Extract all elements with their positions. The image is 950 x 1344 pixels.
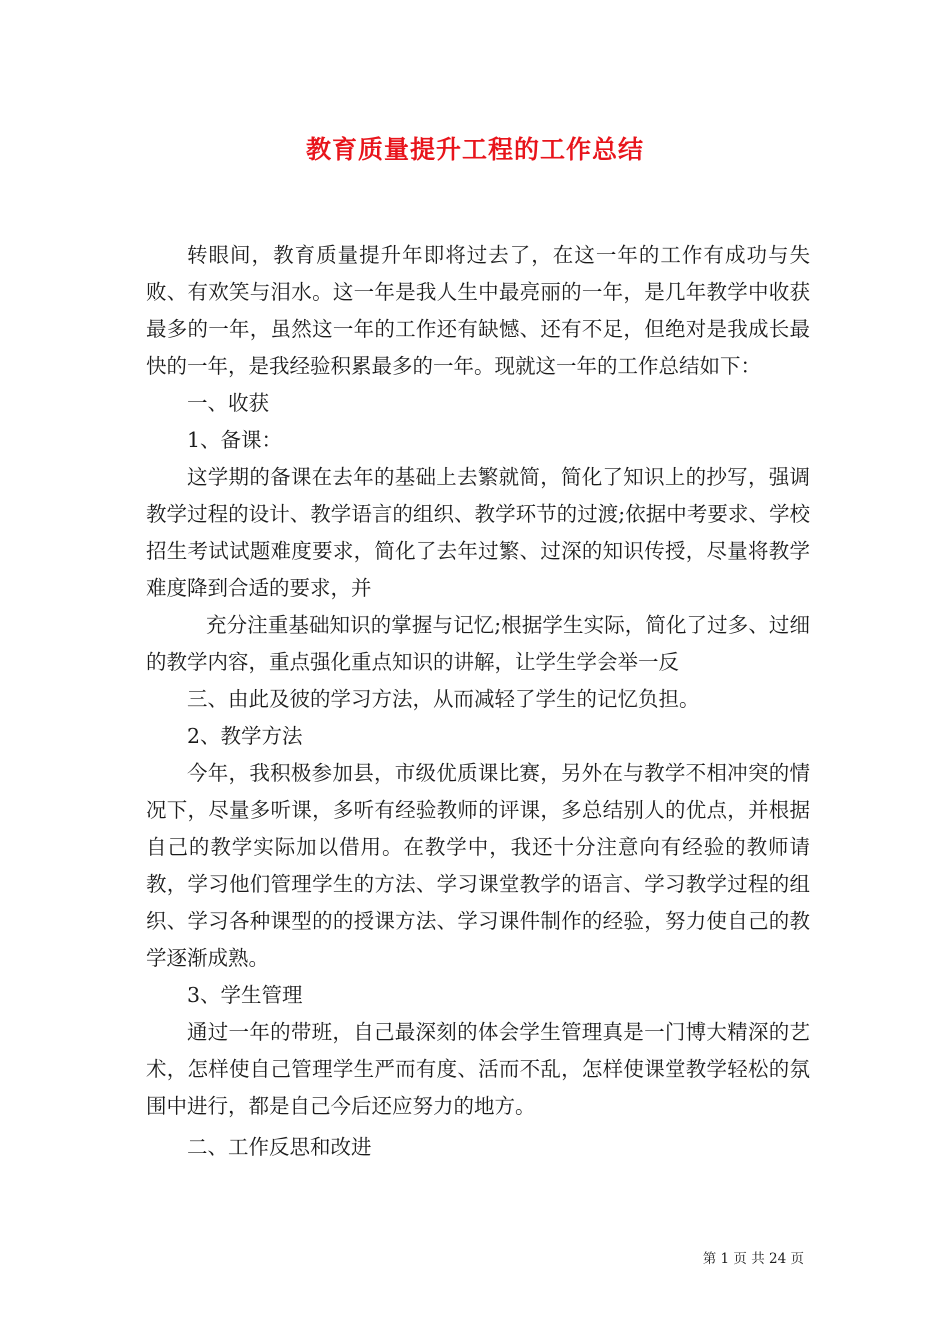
section-heading-reflection: 二、工作反思和改进 [187, 1135, 372, 1159]
teaching-method-paragraph: 今年，我积极参加县，市级优质课比赛，另外在与教学不相冲突的情况下，尽量多听课，多听有经验教师的评课，多总结别人的优点，并根据自己的教学实际加以借用。在教学中，我还十分注意向有经验的教师请教，学习他们管理学生的方法、学习课堂教学的语言、学习教学过程的组织、学习各种课型的的授课方法、学习课件制作的经验，努力使自己的教学逐渐成熟。 [146, 761, 810, 970]
lesson-prep-paragraph: 这学期的备课在去年的基础上去繁就简，简化了知识上的抄写，强调教学过程的设计、教学语言的组织、教学环节的过渡;依据中考要求、学校招生考试试题难度要求，简化了去年过繁、过深的知识传授，尽量将教学难度降到合适的要求，并 [146, 465, 810, 600]
intro-paragraph: 转眼间，教育质量提升年即将过去了，在这一年的工作有成功与失败、有欢笑与泪水。这一年是我人生中最亮丽的一年，是几年教学中收获最多的一年，虽然这一年的工作还有缺憾、还有不足，但绝对是我成长最快的一年，是我经验积累最多的一年。现就这一年的工作总结如下： [146, 243, 810, 378]
lesson-prep-continued-paragraph: 充分注重基础知识的掌握与记忆;根据学生实际，简化了过多、过细的教学内容，重点强化重点知识的讲解，让学生学会举一反 [146, 613, 810, 674]
subsection-heading-teaching-method: 2、教学方法 [187, 724, 303, 748]
subsection-heading-lesson-prep: 1、备课： [187, 428, 283, 452]
subsection-heading-student-management: 3、学生管理 [187, 983, 303, 1007]
page-title: 教育质量提升工程的工作总结 [305, 135, 644, 164]
learning-method-paragraph: 三、由此及彼的学习方法，从而减轻了学生的记忆负担。 [187, 687, 700, 711]
section-heading-harvest: 一、收获 [187, 391, 269, 415]
document-body [146, 237, 810, 1166]
student-management-paragraph: 通过一年的带班，自己最深刻的体会学生管理真是一门博大精深的艺术，怎样使自己管理学生严而有度、活而不乱，怎样使课堂教学轻松的氛围中进行，都是自己今后还应努力的地方。 [146, 1020, 810, 1118]
page-number: 第 1 页 共 24 页 [702, 1251, 804, 1267]
